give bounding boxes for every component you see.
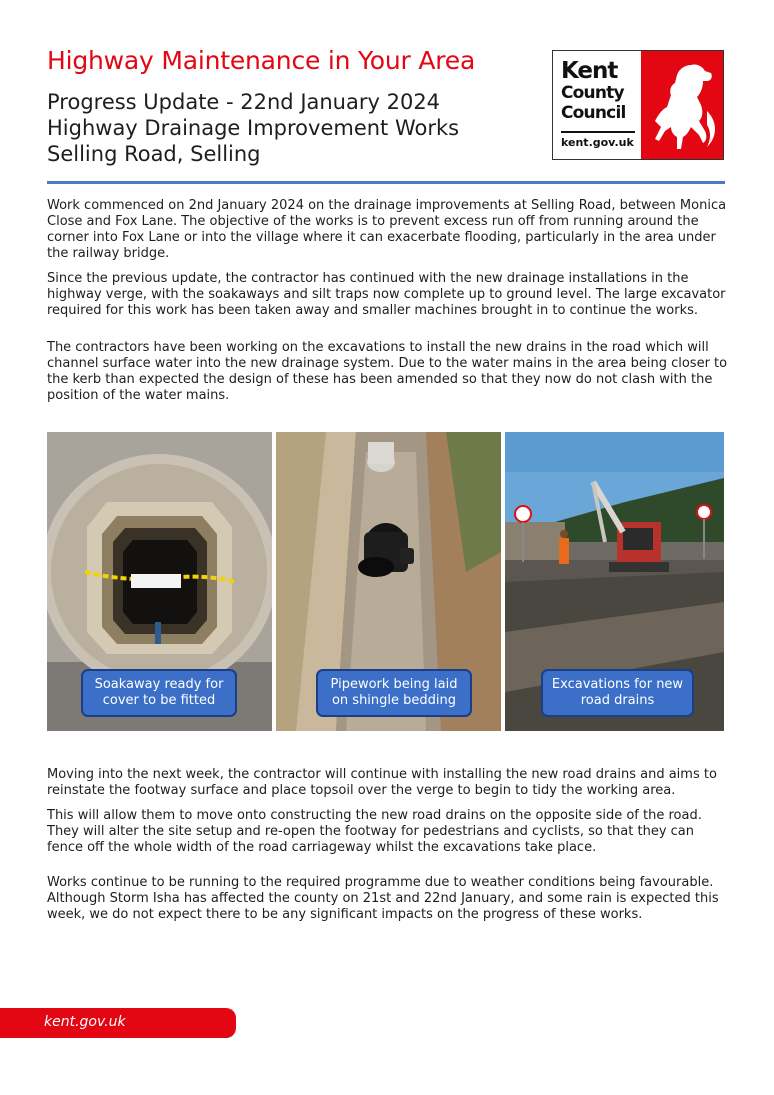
intro-paragraph-2: Since the previous update, the contractor has continued with the new drainage installations in the highway verge, with the soakaways and silt traps now complete up to ground level. The large excavator required for this work has been taken away and smaller machines brought in to continue the works. [47,271,726,318]
intro-paragraph-3: The contractors have been working on the excavations to install the new drains in the road which will channel surface water into the new drainage system. Due to the water mains in the area being closer to the kerb than expected the design of these has been amended so that they now do not clash with the position of the water mains. [47,340,728,403]
page-title: Highway Maintenance in Your Area [47,46,476,75]
footer-link[interactable]: kent.gov.uk [44,1014,126,1030]
footer-bar [0,1008,236,1038]
logo-line-kent: Kent [561,58,618,84]
header-divider [47,181,725,184]
white-horse-invicta-icon [641,51,723,159]
caption-excavations: Excavations for new road drains [541,669,694,717]
logo-url: kent.gov.uk [561,136,634,149]
subtitle-line-project: Highway Drainage Improvement Works [47,116,460,140]
outro-paragraph-1: Moving into the next week, the contractor will continue with installing the new road drains and aims to reinstate the footway surface and place topsoil over the verge to begin to tidy the working area. [47,767,717,798]
caption-soakaway: Soakaway ready for cover to be fitted [81,669,237,717]
kent-county-council-logo [552,50,724,160]
logo-wordmark [561,59,643,123]
logo-rule [561,131,635,133]
intro-paragraph-1: Work commenced on 2nd January 2024 on the drainage improvements at Selling Road, between Monica Close and Fox Lane. The objective of the works is to prevent excess run off from running around the corner into Fox Lane or into the village where it can exacerbate flooding, particularly in the area under the railway bridge. [47,198,727,261]
logo-line-county: County [561,83,624,103]
outro-paragraph-2: This will allow them to move onto constructing the new road drains on the opposite side of the road. They will alter the site setup and re-open the footway for pedestrians and cyclists, so that they can fence off the whole width of the road carriageway whilst the excavations take place. [47,808,702,855]
subtitle-line-location: Selling Road, Selling [47,142,261,166]
page-subtitle [47,89,459,167]
subtitle-line-date: Progress Update - 22nd January 2024 [47,90,441,114]
outro-paragraph-3: Works continue to be running to the required programme due to weather conditions being favourable. Although Storm Isha has affected the county on 21st and 22nd January, and some rain is expected this week, we do not expect there to be any significant impacts on the progress of these works. [47,875,719,922]
logo-line-council: Council [561,103,626,123]
caption-pipework: Pipework being laid on shingle bedding [316,669,472,717]
